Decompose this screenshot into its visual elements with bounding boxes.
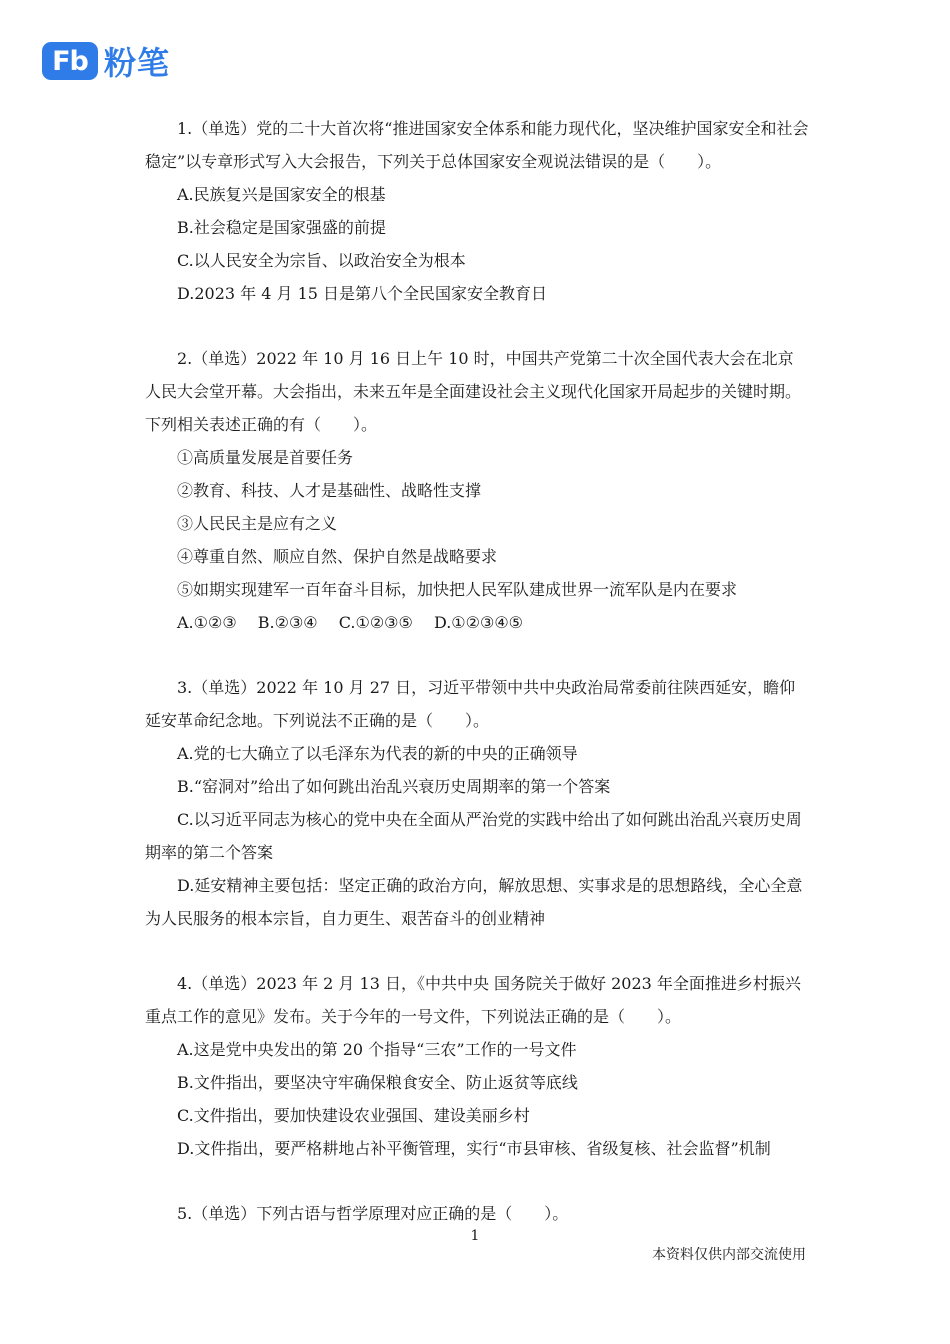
question-stem: 1.（单选）党的二十大首次将“推进国家安全体系和能力现代化，坚决维护国家安全和社会稳定”以专章形式写入大会报告，下列关于总体国家安全观说法错误的是（ ）。 — [145, 119, 809, 171]
option-line: C.以习近平同志为核心的党中央在全面从严治党的实践中给出了如何跳出治乱兴衰历史周期率的第二个答案 — [145, 810, 802, 862]
option-line: A.党的七大确立了以毛泽东为代表的新的中央的正确领导 — [177, 744, 578, 763]
option-line: D.2023 年 4 月 15 日是第八个全民国家安全教育日 — [177, 284, 548, 303]
footer-note: 本资料仅供内部交流使用 — [652, 1247, 806, 1263]
statement-line: ③人民民主是应有之义 — [177, 514, 338, 533]
statement-line: ⑤如期实现建军一百年奋斗目标，加快把人民军队建成世界一流军队是内在要求 — [177, 580, 738, 599]
question-stem: 4.（单选）2023 年 2 月 13 日，《中共中央 国务院关于做好 2023 年全面推进乡村振兴重点工作的意见》发布。关于今年的一号文件，下列说法正确的是（ ）。 — [145, 974, 801, 1026]
option-line: A.这是党中央发出的第 20 个指导“三农”工作的一号文件 — [177, 1040, 577, 1059]
question-1 — [145, 112, 809, 310]
question-stem: 2.（单选）2022 年 10 月 16 日上午 10 时，中国共产党第二十次全国代表大会在北京人民大会堂开幕。大会指出，未来五年是全面建设社会主义现代化国家开局起步的关键时期。下列相关表述正确的有（ ）。 — [145, 349, 802, 434]
logo-text: 粉笔 — [104, 44, 171, 82]
question-stem: 3.（单选）2022 年 10 月 27 日，习近平带领中共中央政治局常委前往陕西延安，瞻仰延安革命纪念地。下列说法不正确的是（ ）。 — [145, 678, 796, 730]
brand-logo — [42, 40, 170, 82]
statement-line: ④尊重自然、顺应自然、保护自然是战略要求 — [177, 547, 498, 566]
option-line: D.文件指出，要严格耕地占补平衡管理，实行“市县审核、省级复核、社会监督”机制 — [177, 1139, 771, 1158]
question-2 — [145, 342, 809, 639]
option-line: D.延安精神主要包括：坚定正确的政治方向，解放思想、实事求是的思想路线，全心全意为人民服务的根本宗旨，自力更生、艰苦奋斗的创业精神 — [145, 876, 803, 928]
logo-mark: Fb — [42, 42, 98, 80]
option-line: B.文件指出，要坚决守牢确保粮食安全、防止返贫等底线 — [177, 1073, 578, 1092]
option-line: C.以人民安全为宗旨、以政治安全为根本 — [177, 251, 466, 270]
option-line: A.①②③ B.②③④ C.①②③⑤ D.①②③④⑤ — [177, 613, 524, 632]
statement-line: ②教育、科技、人才是基础性、战略性支撑 — [177, 481, 482, 500]
question-list — [145, 112, 809, 1262]
option-line: B.“窑洞对”给出了如何跳出治乱兴衰历史周期率的第一个答案 — [177, 777, 611, 796]
option-line: C.文件指出，要加快建设农业强国、建设美丽乡村 — [177, 1106, 530, 1125]
question-5 — [145, 1197, 809, 1230]
option-line: A.民族复兴是国家安全的根基 — [177, 185, 386, 204]
question-3 — [145, 671, 809, 935]
question-4 — [145, 967, 809, 1165]
question-stem: 5.（单选）下列古语与哲学原理对应正确的是（ ）。 — [177, 1204, 569, 1223]
statement-line: ①高质量发展是首要任务 — [177, 448, 354, 467]
page-number: 1 — [470, 1228, 480, 1244]
option-line: B.社会稳定是国家强盛的前提 — [177, 218, 386, 237]
